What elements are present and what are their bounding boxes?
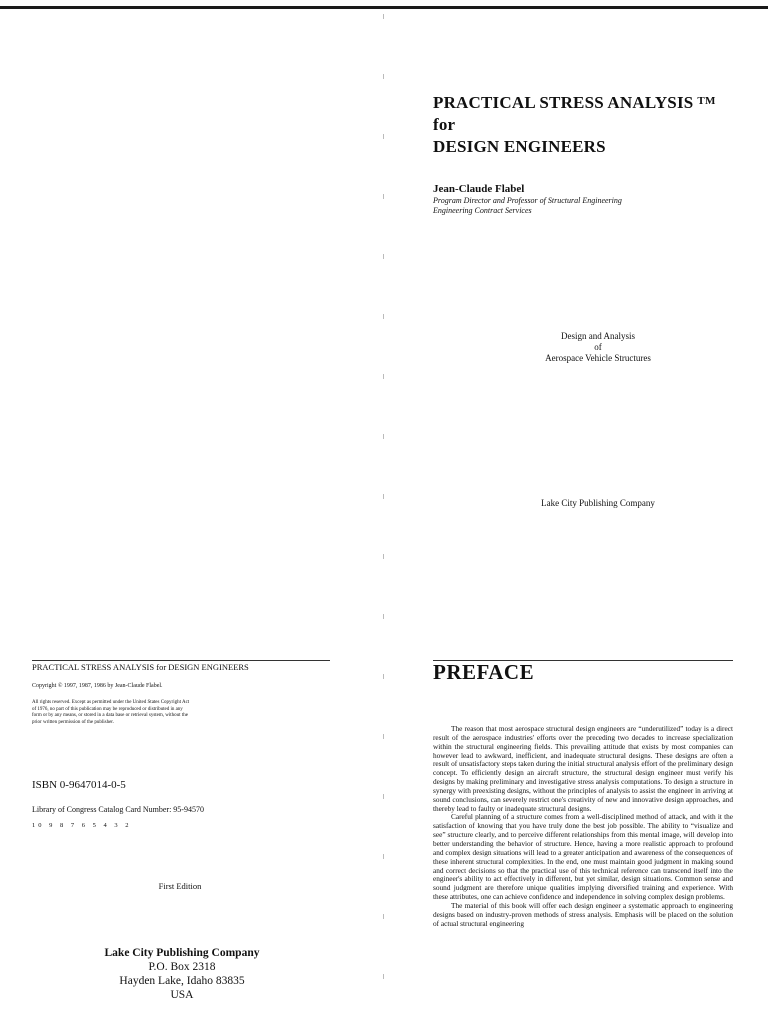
preface-paragraph-3: The material of this book will offer each design engineer a systematic approach to engineering designs based on industry-proven methods of stress analysis. Emphasis will be placed on the solution of actual structural engineering (433, 900, 733, 928)
subtitle-line-2: of (594, 342, 602, 352)
address-box: P.O. Box 2318 (148, 961, 216, 973)
title-block (433, 90, 753, 158)
book-title-line: PRACTICAL STRESS ANALYSIS for DESIGN ENGINEERS (32, 662, 249, 672)
preface-body (433, 725, 733, 928)
address-city: Hayden Lake, Idaho 83835 (119, 975, 245, 987)
subtitle-line-3: Aerospace Vehicle Structures (545, 353, 651, 363)
copyright-notice: Copyright © 1997, 1987, 1986 by Jean-Claude Flabel. (32, 683, 163, 689)
title-line-2: for (433, 115, 456, 134)
author-role-1: Program Director and Professor of Structural Engineering (433, 196, 622, 205)
title-line-1 (433, 90, 753, 114)
edition-label: First Edition (158, 881, 202, 891)
trademark-mark: TM (697, 95, 716, 107)
lccn: Library of Congress Catalog Card Number: 95-94570 (32, 805, 204, 814)
preface-paragraph-2: Careful planning of a structure comes from a well-disciplined method of attack, and with it the satisfaction of knowing that you have truly done the best job possible. The ability to “visualize and see” structure clearly, and to perceive different relationships from this mental image, will develop into better understanding the behavior of structure. Hence, having a more realistic approach to profound and complex design situations will lead to a greater anticipation and awareness of the consequences of these inherent structural complexities. In the end, one must maintain good judgment in making sound and correct decisions so that the practical use of this technical reference can transcend itself into the engineer's ability to act effectively in different, but yet similar, design situations. Common sense and sound judgment are therefore unique qualities implying diversified training and experience. With these attributes, one can achieve confidence and independence in solving complex design problems. (433, 812, 733, 902)
preface-paragraph-1: The reason that most aerospace structural design engineers are “underutilized” today is a direct result of the aerospace industries' efforts over the preceding two decades to increase specialization within the structural engineering fields. This prevailing attitude that exists by most companies can however lead to awkward, inefficient, and inadequate structural designs. These designs are often a result of unsatisfactory steps taken during the initial structural analysis effort of the preliminary design concept. To efficiently design an aircraft structure, the structural design engineer must verify his designs by making preliminary and investigative stress analysis computations. To design a structure in synergy with preexisting designs, without the principles of analysis to assist the engineer in arriving at sound conclusions, can severely restrict one's creativity of new and innovative design approaches, and thereby lead to faulty or inadequate structural designs. (433, 724, 733, 813)
top-border (0, 6, 768, 9)
rights-statement: All rights reserved. Except as permitted under the United States Copyright Act of 1976, no part of this publication may be reproduced or distributed in any form or by any means, or stored in a data base or retrieval system, without the prior written permission of the publisher. (32, 700, 190, 725)
page-gutter (383, 14, 384, 1014)
publisher-address (62, 946, 302, 1002)
author-block (433, 182, 753, 216)
author-name: Jean-Claude Flabel (433, 183, 525, 195)
preface-heading: PREFACE (433, 660, 535, 684)
author-role-2: Engineering Contract Services (433, 206, 532, 215)
address-country: USA (170, 989, 194, 1001)
copyright-rule (32, 660, 330, 661)
publisher-name: Lake City Publishing Company (541, 498, 655, 508)
title-main: PRACTICAL STRESS ANALYSIS (433, 93, 694, 112)
isbn: ISBN 0-9647014-0-5 (32, 779, 126, 791)
title-line-3: DESIGN ENGINEERS (433, 137, 606, 156)
printing-line: 10 9 8 7 6 5 4 3 2 (32, 822, 132, 829)
subtitle-block (498, 331, 698, 364)
address-publisher: Lake City Publishing Company (104, 947, 260, 959)
subtitle-line-1: Design and Analysis (561, 331, 635, 341)
